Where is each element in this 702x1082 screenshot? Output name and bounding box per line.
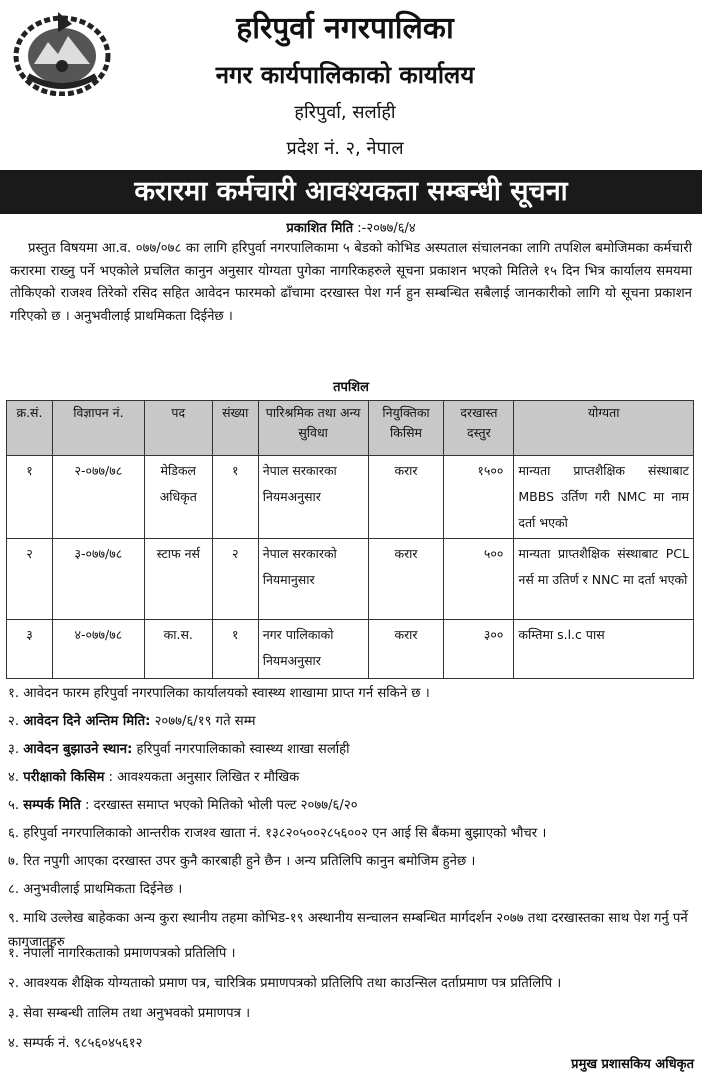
list-item: १. नेपाली नागरिकताको प्रमाणपत्रको प्रतिलिपि । (8, 946, 236, 961)
col-header-ad-no: विज्ञापन नं. (52, 401, 144, 456)
table-header-row (7, 401, 694, 456)
header (0, 0, 702, 170)
cell-count: १ (212, 620, 258, 679)
cell-post: का.स. (144, 620, 212, 679)
note-number: ३. (8, 742, 20, 757)
note-text: २०७७/६/१९ गते सम्म (150, 714, 256, 729)
intro-paragraph: प्रस्तुत विषयमा आ.व. ०७७/०७८ का लागि हरिपुर्वा नगरपालिकामा ५ बेडको कोभिड अस्पताल संचालनका लागि तपशिल बमोजिमका कर्मचारी करारमा राख्नु पर्ने भएकोले प्रचलित कानुन अनुसार योग्यता पुगेका नागरिकहरुले सूचना प्रकाशन भएको मितिले १५ दिन भित्र कार्यालय समयमा तोकिएको राजश्व तिरेको रसिद सहित आवेदन फारमको ढाँचामा दरखास्त पेश गर्न हुन सम्बन्धित सबैलाई जानकारीको लागि यो सूचना प्रकाशन गरिएको छ । अनुभवीलाई प्राथमिकता दिईनेछ । (10, 241, 692, 324)
note-number: ९. (8, 911, 20, 926)
list-item: ३. सेवा सम्बन्धी तालिम तथा अनुभवको प्रमाणपत्र । (8, 1006, 251, 1021)
table-row (7, 620, 694, 679)
note-number: २. (8, 714, 20, 729)
note-text: रित नपुगी आएका दरखास्त उपर कुनै कारबाही हुने छैन । अन्य प्रतिलिपि कानुन बमोजिम हुनेछ । (23, 854, 476, 869)
nepal-emblem-icon (8, 6, 116, 96)
note-label: परीक्षाको किसिम (23, 770, 105, 785)
notes-list (8, 683, 698, 961)
list-item: २. आवश्यक शैक्षिक योग्यताको प्रमाण पत्र, चारित्रिक प्रमाणपत्रको प्रतिलिपि तथा काउन्सिल दर्ताप्रमाण पत्र प्रतिलिपि । (8, 976, 562, 991)
office-address: हरिपुर्वा, सर्लाही (294, 102, 396, 123)
col-header-fee: दरखास्त दस्तुर (444, 401, 514, 456)
cell-sn: ३ (7, 620, 53, 679)
cell-post: मेडिकल अधिकृत (144, 456, 212, 539)
cell-count: १ (212, 456, 258, 539)
cell-qualification: मान्यता प्राप्तशैक्षिक संस्थाबाट PCL नर्स मा उतिर्ण र NNC मा दर्ता भएको (514, 539, 694, 620)
note-label: आवेदन दिने अन्तिम मिति: (23, 714, 151, 729)
cell-count: २ (212, 539, 258, 620)
cell-post: स्टाफ नर्स (144, 539, 212, 620)
note-label: आवेदन बुझाउने स्थान: (23, 742, 133, 757)
cell-appointment-type: करार (368, 456, 444, 539)
list-item (8, 683, 698, 705)
province-line: प्रदेश नं. २, नेपाल (286, 138, 404, 159)
list-item: ४. सम्पर्क नं. ९८५६०४५६१२ (8, 1036, 143, 1051)
note-number: ६. (8, 826, 20, 841)
cell-qualification: कम्तिमा s.l.c पास (514, 620, 694, 679)
note-text: हरिपुर्वा नगरपालिकाको आन्तरीक राजश्व खाता नं. १३८२०५००२८५६००२ एन आई सि बैंकमा बुझाएको भौचर । (23, 826, 547, 841)
table-row (7, 539, 694, 620)
office-name: नगर कार्यपालिकाको कार्यालय (215, 61, 475, 89)
published-date-value: :-२०७७/६/४ (357, 221, 416, 236)
cell-fee: ३०० (444, 620, 514, 679)
col-header-count: संख्या (212, 401, 258, 456)
col-header-qualification: योग्यता (514, 401, 694, 456)
cell-salary: नगर पालिकाको नियमअनुसार (258, 620, 368, 679)
list-item (8, 795, 698, 817)
cell-appointment-type: करार (368, 620, 444, 679)
list-item (8, 879, 698, 901)
list-item (8, 711, 698, 733)
note-text: हरिपुर्वा नगरपालिकाको स्वास्थ्य शाखा सर्लाही (132, 742, 350, 757)
cell-qualification: मान्यता प्राप्तशैक्षिक संस्थाबाट MBBS उर्तिण गरी NMC मा नाम दर्ता भएको (514, 456, 694, 539)
list-item (8, 851, 698, 873)
cell-fee: ५०० (444, 539, 514, 620)
cell-sn: २ (7, 539, 53, 620)
cell-salary: नेपाल सरकारका नियमअनुसार (258, 456, 368, 539)
col-header-appointment-type: नियुक्तिका किसिम (368, 401, 444, 456)
note-number: ५. (8, 798, 20, 813)
note-text: : दरखास्त समाप्त भएको मितिको भोली पल्ट २०७७/६/२० (80, 798, 358, 813)
vacancy-table (6, 400, 694, 679)
cell-ad-no: ४-०७७/७८ (52, 620, 144, 679)
note-number: ७. (8, 854, 20, 869)
note-number: ८. (8, 882, 20, 897)
col-header-post: पद (144, 401, 212, 456)
required-documents-list (8, 943, 698, 1063)
note-label: सम्पर्क मिति (23, 798, 81, 813)
signatory-title: प्रमुख प्रशासकिय अधिकृत (571, 1057, 694, 1072)
list-item (8, 823, 698, 845)
cell-ad-no: ३-०७७/७८ (52, 539, 144, 620)
cell-sn: १ (7, 456, 53, 539)
cell-appointment-type: करार (368, 539, 444, 620)
note-text: अनुभवीलाई प्राथमिकता दिईनेछ । (23, 882, 183, 897)
cell-fee: १५०० (444, 456, 514, 539)
col-header-salary: पारिश्रमिक तथा अन्य सुविधा (258, 401, 368, 456)
table-title: तपशिल (333, 380, 369, 395)
note-number: ४. (8, 770, 20, 785)
published-date-label: प्रकाशित मिति (286, 221, 354, 236)
table-row (7, 456, 694, 539)
note-text: माथि उल्लेख बाहेकका अन्य कुरा स्थानीय तहमा कोभिड-१९ अस्थानीय सन्चालन सम्बन्धित मार्गदर्शन २०७७ तथा दरखास्तका साथ पेश गर्नु पर्ने कागजातहरु (8, 911, 688, 950)
note-number: १. (8, 686, 20, 701)
municipality-name: हरिपुर्वा नगरपालिका (236, 11, 454, 46)
col-header-sn: क्र.सं. (7, 401, 53, 456)
cell-salary: नेपाल सरकारको नियमानुसार (258, 539, 368, 620)
published-date (0, 218, 702, 236)
cell-ad-no: २-०७७/७८ (52, 456, 144, 539)
note-text: आवेदन फारम हरिपुर्वा नगरपालिका कार्यालयको स्वास्थ्य शाखामा प्राप्त गर्न सकिने छ । (23, 686, 430, 701)
notice-title-banner: करारमा कर्मचारी आवश्यकता सम्बन्धी सूचना (0, 170, 702, 214)
list-item (8, 767, 698, 789)
note-text: : आवश्यकता अनुसार लिखित र मौखिक (104, 770, 300, 785)
list-item (8, 739, 698, 761)
